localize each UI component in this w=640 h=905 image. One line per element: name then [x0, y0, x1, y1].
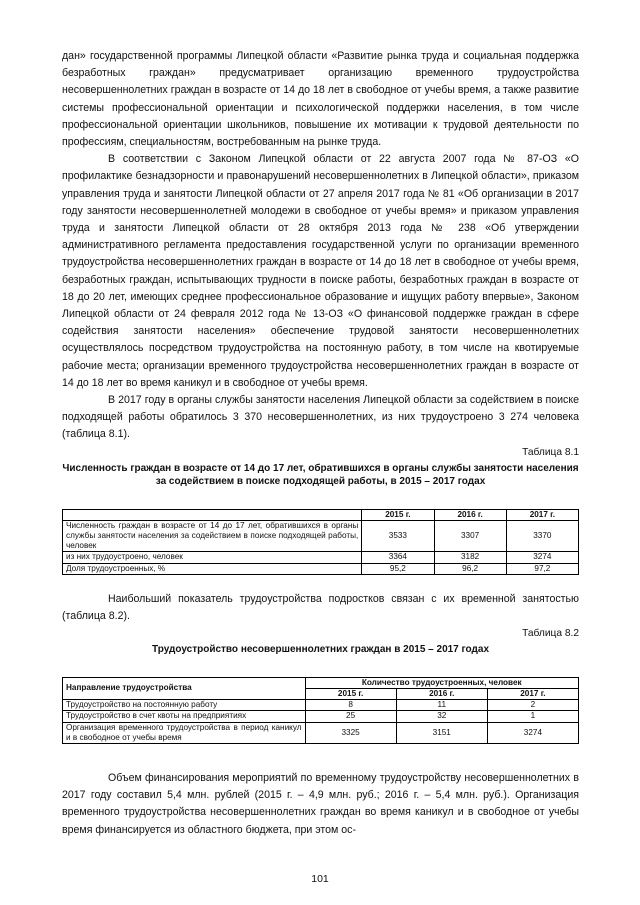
table-1 [62, 509, 579, 575]
table-cell: 97,2 [506, 563, 578, 574]
table-2-year-2017: 2017 г. [487, 689, 578, 700]
table-1-row-label: Доля трудоустроенных, % [63, 563, 362, 574]
table-cell: 8 [305, 700, 396, 711]
table-2-year-2015: 2015 г. [305, 689, 396, 700]
table-row [63, 563, 579, 574]
table-cell: 3533 [362, 520, 434, 552]
table-cell: 95,2 [362, 563, 434, 574]
table-cell: 3325 [305, 722, 396, 743]
table-row [63, 700, 579, 711]
paragraph-5: Объем финансирования мероприятий по временному трудоустройству несовершеннолетних в 2017 году составил 5,4 млн. рублей (2015 г. – 4,9 млн. руб.; 2016 г. – 5,4 млн. руб.). Организация временного трудоустройства несовершеннолетних граждан во время каникул и в свободное от учебы время финансируется из областного бюджета, при этом ос- [62, 772, 579, 836]
table-1-header-row [63, 509, 579, 520]
paragraph-1: дан» государственной программы Липецкой области «Развитие рынка труда и социальная поддержка безработных граждан» предусматривает организацию временного трудоустройства несовершеннолетних граждан в возрасте от 14 до 18 лет в свободное от учебы время, а также развитие системы профессиональной ориентации и психологической поддержки населения, в том числе профессиональной ориентации школьников, повышение их мотивации к трудовой деятельности по профессиям, специальностям, востребованным на рынке труда. [62, 50, 579, 149]
table-2-year-2016: 2016 г. [396, 689, 487, 700]
table-2-row-label: Организация временного трудоустройства в период каникул и в свободное от учебы время [63, 722, 306, 743]
table-cell: 3364 [362, 552, 434, 563]
table-2-caption: Таблица 8.2 [522, 628, 579, 640]
table-cell: 3151 [396, 722, 487, 743]
table-cell: 11 [396, 700, 487, 711]
table-2-header-row [63, 677, 579, 688]
table-cell: 3370 [506, 520, 578, 552]
paragraph-2: В соответствии с Законом Липецкой области от 22 августа 2007 года № 87-ОЗ «О профилактике безнадзорности и правонарушений несовершеннолетних в Липецкой области», приказом управления труда и занятости Липецкой области от 27 апреля 2017 года № 81 «Об организации в 2017 году занятости несовершеннолетней молодежи в свободное от учебы время» и приказом управления труда и занятости Липецкой области от 28 октября 2013 года № 238 «Об утверждении административного регламента предоставления государственной услуги по организации временного трудоустройства несовершеннолетних граждан в возрасте от 14 до 18 лет в свободное от учебы время, безработных граждан, испытывающих трудности в поиске работы, безработных граждан в возрасте от 18 до 20 лет, имеющих среднее профессиональное образование и ищущих работу впервые», Законом Липецкой области от 24 февраля 2012 года № 13-ОЗ «О финансовой поддержке граждан в сфере содействия занятости населения» обеспечение трудовой занятости несовершеннолетних осуществлялось посредством трудоустройства на постоянную работу, в том числе на квотируемые рабочие места; организации временного трудоустройства несовершеннолетних граждан в возрасте от 14 до 18 лет во время каникул и в свободное от учебы время. [62, 153, 579, 389]
table-1-title: Численность граждан в возрасте от 14 до 17 лет, обратившихся в органы службы занятости населения за содействием в поиске подходящей работы, в 2015 – 2017 годах [62, 462, 579, 488]
table-2-direction-header: Направление трудоустройства [63, 677, 306, 699]
table-1-year-2017: 2017 г. [506, 509, 578, 520]
table-cell: 1 [487, 711, 578, 722]
table-row [63, 711, 579, 722]
table-row [63, 552, 579, 563]
table-row [63, 722, 579, 743]
table-cell: 3274 [487, 722, 578, 743]
table-2-title: Трудоустройство несовершеннолетних граждан в 2015 – 2017 годах [151, 644, 490, 656]
table-2-row-label: Трудоустройство в счет квоты на предприятиях [63, 711, 306, 722]
table-2-row-label: Трудоустройство на постоянную работу [63, 700, 306, 711]
table-cell: 2 [487, 700, 578, 711]
table-1-row-label: из них трудоустроено, человек [63, 552, 362, 563]
table-cell: 32 [396, 711, 487, 722]
table-cell: 25 [305, 711, 396, 722]
table-cell: 3307 [434, 520, 506, 552]
page-number: 101 [311, 873, 329, 885]
table-1-year-2015: 2015 г. [362, 509, 434, 520]
table-2 [62, 677, 579, 744]
table-1-caption: Таблица 8.1 [522, 446, 579, 458]
paragraph-3: В 2017 году в органы службы занятости населения Липецкой области за содействием в поиске подходящей работы обратилось 3 370 несовершеннолетних, из них трудоустроено 3 274 человека (таблица 8.1). [62, 394, 579, 441]
table-cell: 3274 [506, 552, 578, 563]
table-1-header-empty [63, 509, 362, 520]
table-1-row-label: Численность граждан в возрасте от 14 до 17 лет, обратившихся в органы службы занятости населения за содействием в поиске подходящей работы, человек [63, 520, 362, 552]
table-cell: 3182 [434, 552, 506, 563]
table-cell: 96,2 [434, 563, 506, 574]
paragraph-4: Наибольший показатель трудоустройства подростков связан с их временной занятостью (таблица 8.2). [62, 592, 579, 623]
table-2-count-header: Количество трудоустроенных, человек [305, 677, 578, 688]
document-page [62, 48, 579, 839]
table-row [63, 520, 579, 552]
table-1-year-2016: 2016 г. [434, 509, 506, 520]
